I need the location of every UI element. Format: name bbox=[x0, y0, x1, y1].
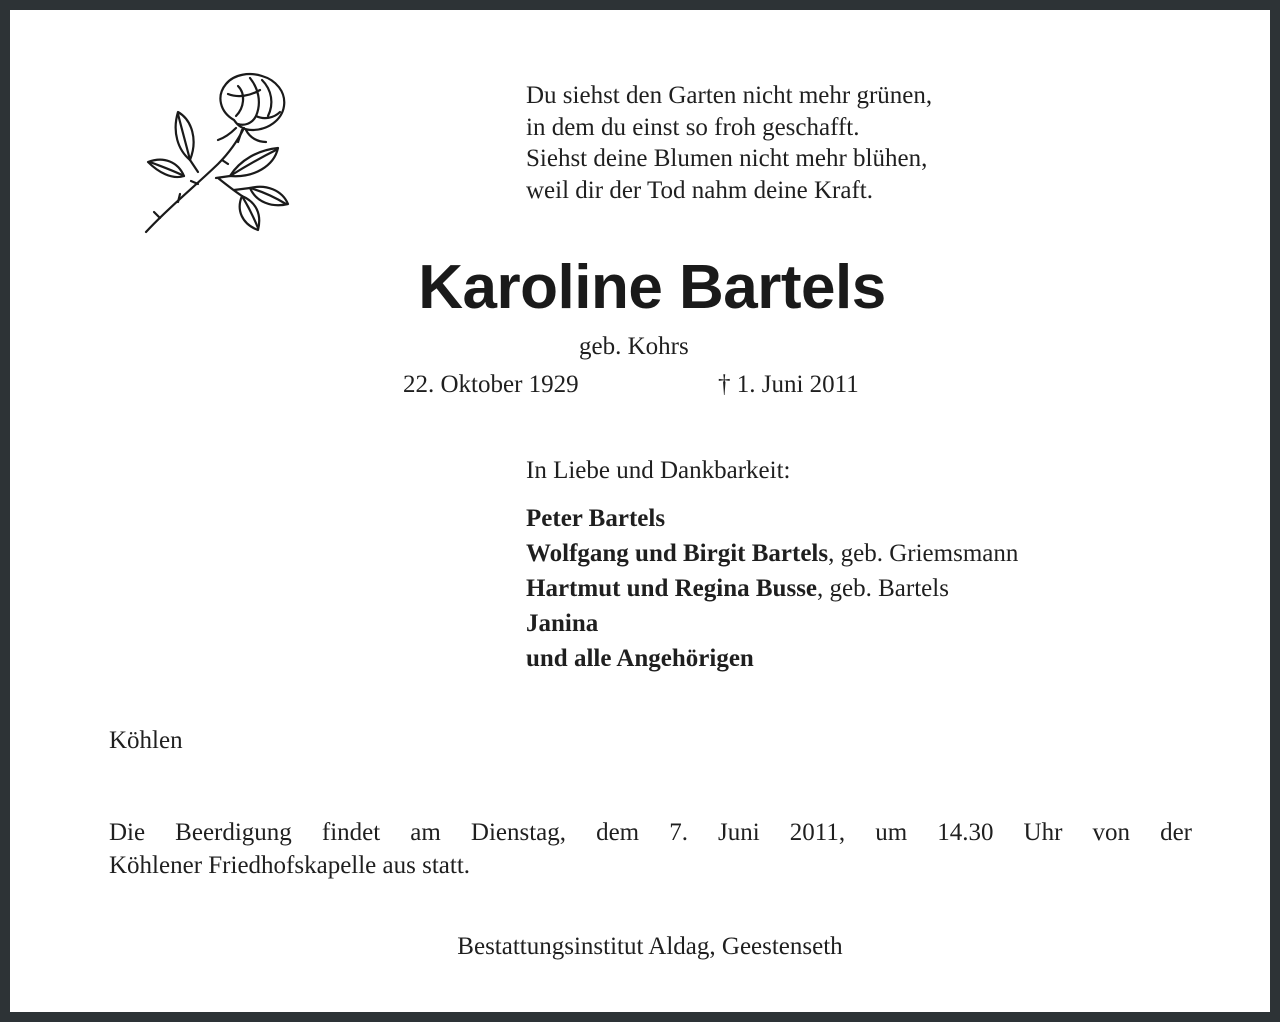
poem-line: weil dir der Tod nahm deine Kraft. bbox=[526, 176, 873, 204]
poem-line: in dem du einst so froh geschafft. bbox=[526, 113, 860, 141]
rose-icon bbox=[138, 68, 296, 238]
mourner-entry bbox=[526, 571, 1018, 606]
place-name: Köhlen bbox=[109, 727, 183, 754]
mourners-list bbox=[526, 501, 1018, 676]
birth-date: 22. Oktober 1929 bbox=[403, 371, 579, 398]
mourner-name: Janina bbox=[526, 610, 599, 637]
mourners-intro: In Liebe und Dankbarkeit: bbox=[526, 457, 791, 484]
mourner-name: und alle Angehörigen bbox=[526, 645, 754, 672]
funeral-line: Köhlener Friedhofskapelle aus statt. bbox=[109, 852, 471, 879]
mourner-entry bbox=[526, 641, 1018, 676]
mourner-name: Peter Bartels bbox=[526, 505, 666, 532]
funeral-line: Die Beerdigung findet am Dienstag, dem 7. Juni 2011, um 14.30 Uhr von der bbox=[109, 819, 1192, 846]
mourner-name: Wolfgang und Birgit Bartels bbox=[526, 540, 829, 567]
deceased-name: Karoline Bartels bbox=[418, 253, 886, 322]
funeral-notice bbox=[109, 816, 1192, 882]
poem-line: Siehst deine Blumen nicht mehr blühen, bbox=[526, 145, 928, 172]
mourner-suffix: , geb. Griemsmann bbox=[828, 540, 1019, 567]
maiden-name: geb. Kohrs bbox=[579, 333, 689, 360]
mourner-suffix: , geb. Bartels bbox=[817, 575, 949, 602]
mourner-name: Hartmut und Regina Busse bbox=[526, 575, 818, 602]
mourner-entry bbox=[526, 606, 1018, 641]
mourner-entry bbox=[526, 536, 1018, 571]
undertaker: Bestattungsinstitut Aldag, Geestenseth bbox=[457, 933, 843, 960]
poem-line: Du siehst den Garten nicht mehr grünen, bbox=[526, 82, 933, 109]
poem bbox=[526, 80, 932, 206]
mourner-entry bbox=[526, 501, 1018, 536]
death-date: † 1. Juni 2011 bbox=[718, 371, 859, 398]
